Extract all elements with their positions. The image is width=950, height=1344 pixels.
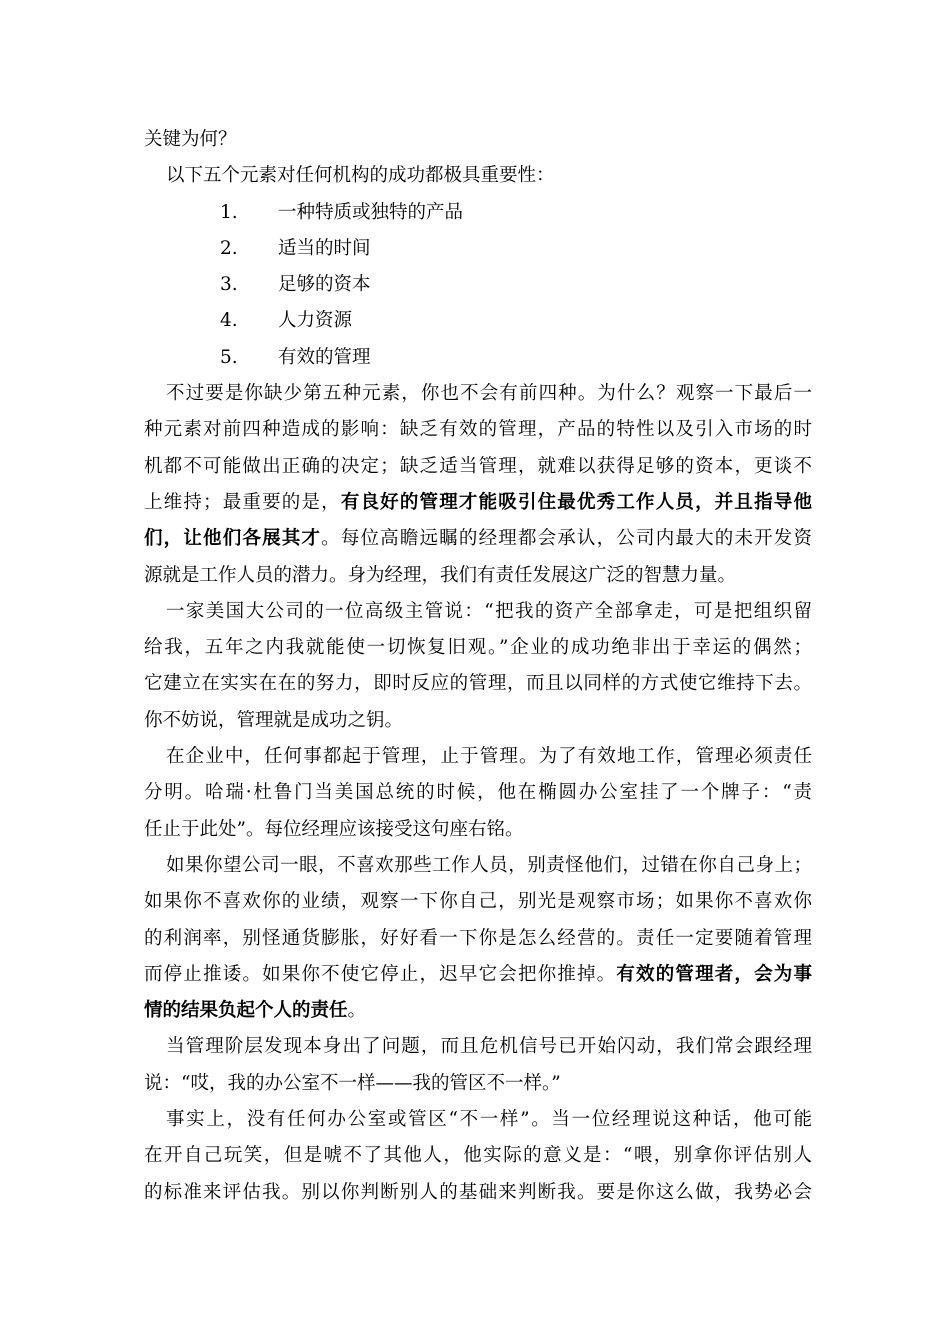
list-item [144, 267, 812, 303]
paragraph-executive-quote [144, 594, 812, 739]
list-item-number: 2. [220, 237, 238, 259]
paragraph-text: 上维持；最重要的是， [144, 491, 341, 513]
paragraph-blame [144, 848, 812, 1029]
list-item-text: 一种特质或独特的产品 [278, 201, 464, 223]
list-item [144, 231, 812, 267]
paragraph-line [144, 957, 812, 993]
list-item-number: 5. [220, 346, 238, 368]
paragraph-line: 当管理阶层发现本身出了问题，而且危机信号已开始闪动，我们常会跟经理 [166, 1036, 812, 1058]
paragraph-line [144, 993, 812, 1029]
paragraph-line: 如果你不喜欢你的业绩，观察一下你自己，别光是观察市场；如果你不喜欢你 [144, 891, 812, 913]
paragraph-line: 你不妨说，管理就是成功之钥。 [144, 709, 404, 731]
intro-paragraph: 以下五个元素对任何机构的成功都极具重要性： [166, 165, 555, 187]
document-body [144, 122, 812, 1211]
paragraph-text: 。 [347, 1000, 367, 1022]
list-item [144, 303, 812, 339]
paragraph-line: 在企业中，任何事都起于管理，止于管理。为了有效地工作，管理必须责任 [166, 746, 812, 768]
paragraph-management-importance [144, 376, 812, 594]
list-item-text: 人力资源 [278, 310, 353, 332]
paragraph-responsibility [144, 739, 812, 848]
list-item-text: 有效的管理 [278, 346, 371, 368]
bold-emphasis: 情的结果负起个人的责任 [144, 1000, 348, 1022]
paragraph-line: 给我，五年之内我就能使一切恢复旧观。”企业的成功绝非出于幸运的偶然； [144, 637, 812, 659]
list-item-text: 足够的资本 [278, 274, 371, 296]
paragraph-line: 在开自己玩笑，但是唬不了其他人，他实际的意义是：“喂，别拿你评估别人 [144, 1145, 812, 1167]
paragraph-no-exception [144, 1102, 812, 1211]
paragraph-line: 任止于此处”。每位经理应该接受这句座右铭。 [144, 818, 524, 840]
paragraph-line: 不过要是你缺少第五种元素，你也不会有前四种。为什么？观察一下最后一 [166, 383, 812, 405]
paragraph-line: 种元素对前四种造成的影响：缺乏有效的管理，产品的特性以及引入市场的时 [144, 419, 812, 441]
paragraph-line: 如果你望公司一眼，不喜欢那些工作人员，别责怪他们，过错在你自己身上； [166, 854, 812, 876]
paragraph-line: 的标准来评估我。别以你判断别人的基础来判断我。要是你这么做，我势必会 [144, 1181, 812, 1203]
paragraph-line: 一家美国大公司的一位高级主管说：“把我的资产全部拿走，可是把组织留 [166, 600, 812, 622]
paragraph-line: 的利润率，别怪通货膨胀，好好看一下你是怎么经营的。责任一定要随着管理 [144, 927, 812, 949]
list-item-number: 4. [220, 310, 238, 332]
bold-emphasis: 们，让他们各展其才 [144, 528, 322, 550]
section-heading: 关键为何？ [144, 129, 237, 150]
list-item [144, 195, 812, 231]
list-item-number: 3. [220, 274, 238, 296]
paragraph-crisis [144, 1029, 812, 1102]
numbered-list [144, 195, 812, 376]
paragraph-line: 分明。哈瑞·杜鲁门当美国总统的时候，他在椭圆办公室挂了一个牌子：“责 [144, 782, 812, 804]
list-item-text: 适当的时间 [278, 237, 371, 259]
paragraph-line: 事实上，没有任何办公室或管区“不一样”。当一位经理说这种话，他可能 [166, 1109, 812, 1131]
paragraph-line [144, 485, 812, 521]
paragraph-line: 它建立在实实在在的努力，即时反应的管理，而且以同样的方式使它维持下去。 [144, 673, 812, 695]
bold-emphasis: 有良好的管理才能吸引住最优秀工作人员，并且指导他 [340, 491, 812, 513]
paragraph-line: 机都不可能做出正确的决定；缺乏适当管理，就难以获得足够的资本，更谈不 [144, 455, 812, 477]
list-item-number: 1. [220, 201, 238, 223]
list-item [144, 340, 812, 376]
paragraph-line: 源就是工作人员的潜力。身为经理，我们有责任发展这广泛的智慧力量。 [144, 564, 737, 586]
paragraph-line: 说：“哎，我的办公室不一样——我的管区不一样。” [144, 1072, 561, 1094]
paragraph-text: 而停止推诿。如果你不使它停止，迟早它会把你推掉。 [144, 963, 617, 985]
bold-emphasis: 有效的管理者，会为事 [616, 963, 812, 985]
paragraph-text: 。每位高瞻远瞩的经理都会承认，公司内最大的未开发资 [321, 528, 812, 550]
paragraph-line [144, 521, 812, 557]
